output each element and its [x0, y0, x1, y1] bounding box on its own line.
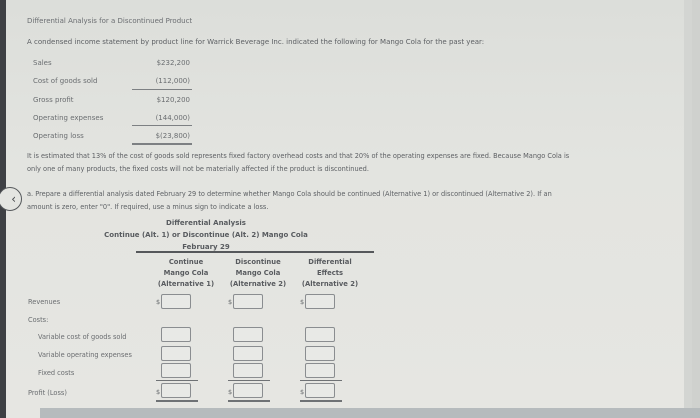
dollar-sign: $	[300, 298, 305, 306]
dollar-sign: $	[228, 298, 233, 306]
input-var-opex-alt2[interactable]	[233, 346, 263, 361]
header-rule	[136, 251, 374, 253]
is-value-gross-profit: $120,200	[156, 96, 190, 104]
is-label-opex: Operating expenses	[33, 114, 104, 122]
row-label-variable-cogs: Variable cost of goods sold	[38, 333, 127, 341]
input-fixed-alt2[interactable]	[233, 363, 263, 378]
is-label-operating-loss: Operating loss	[33, 132, 84, 140]
row-label-fixed-costs: Fixed costs	[38, 369, 75, 377]
dollar-sign: $	[300, 388, 305, 396]
is-label-sales: Sales	[33, 59, 52, 67]
analysis-subtitle: Continue (Alt. 1) or Discontinue (Alt. 2) Mango Cola	[104, 231, 308, 239]
question-text-line2: amount is zero, enter "0". If required, use a minus sign to indicate a loss.	[27, 203, 269, 211]
dollar-sign: $	[228, 388, 233, 396]
row-label-revenues: Revenues	[28, 298, 61, 306]
input-var-cogs-alt2[interactable]	[233, 327, 263, 342]
row-label-variable-opex: Variable operating expenses	[38, 351, 132, 359]
column-header-differential: Differential Effects (Alternative 2)	[301, 258, 359, 288]
column-header-discontinue: Discontinue Mango Cola (Alternative 2)	[229, 258, 287, 288]
total-double-rule	[300, 400, 342, 402]
input-var-opex-differential[interactable]	[305, 346, 335, 361]
input-revenues-alt1[interactable]	[161, 294, 191, 309]
dollar-sign: $	[156, 388, 161, 396]
total-double-rule	[228, 400, 270, 402]
intro-text: A condensed income statement by product line for Warrick Beverage Inc. indicated the following for Mango Cola for the past year:	[27, 38, 485, 46]
sum-rule	[300, 380, 342, 381]
analysis-date: February 29	[182, 243, 230, 251]
bottom-toolbar	[40, 408, 700, 418]
input-var-opex-alt1[interactable]	[161, 346, 191, 361]
input-profit-differential[interactable]	[305, 383, 335, 398]
scrollbar-track[interactable]	[684, 0, 692, 418]
chevron-left-icon: ‹	[11, 192, 16, 206]
assumption-text-line1: It is estimated that 13% of the cost of goods sold represents fixed factory overhead costs and that 20% of the operating expenses are fixed. Because Mango Cola is	[27, 152, 570, 160]
input-fixed-alt1[interactable]	[161, 363, 191, 378]
dollar-sign: $	[156, 298, 161, 306]
input-var-cogs-differential[interactable]	[305, 327, 335, 342]
input-fixed-differential[interactable]	[305, 363, 335, 378]
is-label-cogs: Cost of goods sold	[33, 77, 98, 85]
sum-rule	[228, 380, 270, 381]
row-label-costs: Costs:	[28, 316, 49, 324]
total-double-rule	[156, 400, 198, 402]
is-value-sales: $232,200	[156, 59, 190, 67]
input-revenues-differential[interactable]	[305, 294, 335, 309]
back-button[interactable]	[0, 187, 22, 211]
subtotal-rule	[132, 125, 192, 126]
is-value-operating-loss: $(23,800)	[155, 132, 190, 140]
input-revenues-alt2[interactable]	[233, 294, 263, 309]
subtotal-rule	[132, 89, 192, 90]
column-header-continue: Continue Mango Cola (Alternative 1)	[157, 258, 215, 288]
question-text-line1: a. Prepare a differential analysis dated February 29 to determine whether Mango Cola should be continued (Alternative 1) or discontinued (Alternative 2). If an	[27, 190, 552, 198]
total-double-rule	[132, 143, 192, 145]
input-profit-alt2[interactable]	[233, 383, 263, 398]
is-value-cogs: (112,000)	[155, 77, 190, 85]
page-title: Differential Analysis for a Discontinued Product	[27, 17, 193, 25]
is-label-gross-profit: Gross profit	[33, 96, 74, 104]
row-label-profit-loss: Profit (Loss)	[28, 389, 67, 397]
analysis-title: Differential Analysis	[166, 219, 246, 227]
input-profit-alt1[interactable]	[161, 383, 191, 398]
assumption-text-line2: only one of many products, the fixed costs will not be materially affected if the product is discontinued.	[27, 165, 369, 173]
is-value-opex: (144,000)	[155, 114, 190, 122]
problem-page	[6, 0, 692, 418]
input-var-cogs-alt1[interactable]	[161, 327, 191, 342]
sum-rule	[156, 380, 198, 381]
